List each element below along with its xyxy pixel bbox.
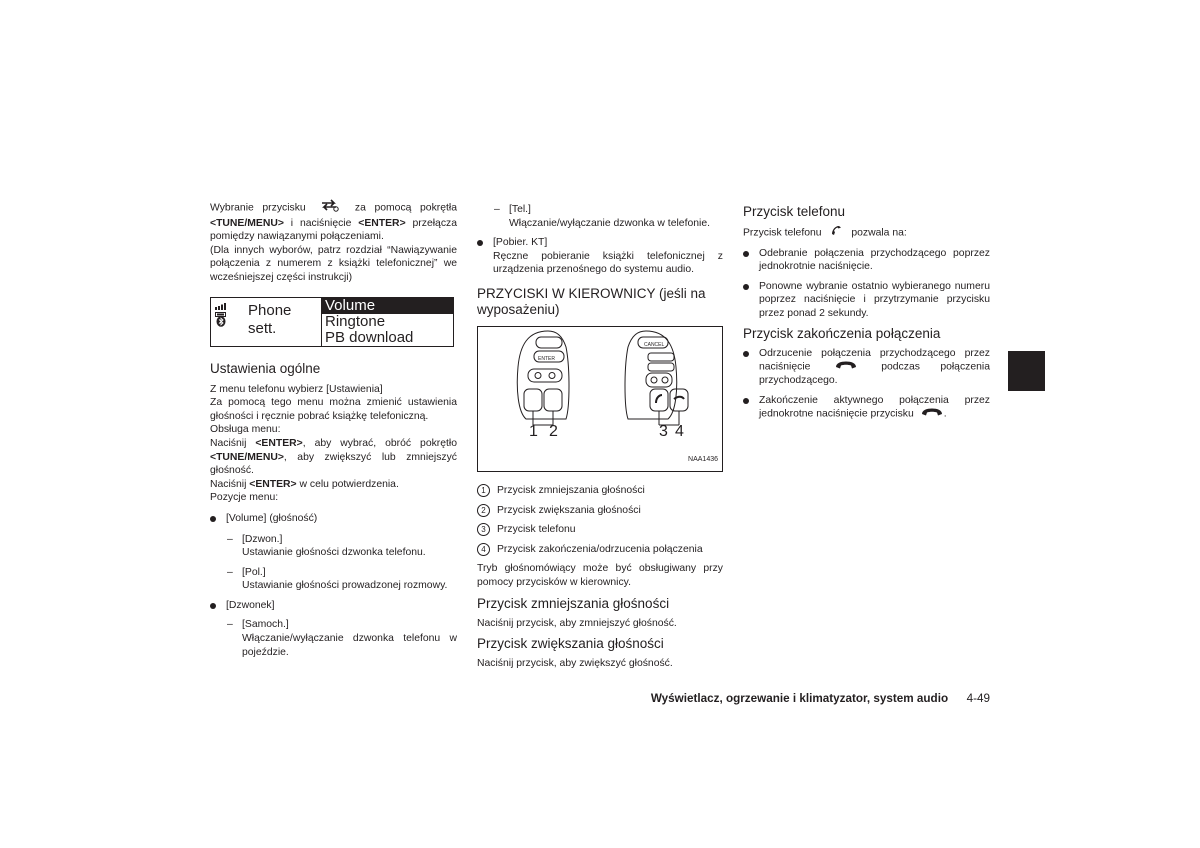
text-bold: <TUNE/MENU> [210, 451, 284, 463]
heading-phone-button: Przycisk telefonu [743, 204, 846, 219]
footer-section-title: Wyświetlacz, ogrzewanie i klimatyzator, system audio [650, 692, 949, 705]
phone-pickup-icon [830, 225, 842, 241]
bluetooth-icon [216, 316, 226, 332]
paragraph: Naciśnij przycisk, aby zmniejszyć głośność. [477, 617, 677, 629]
numbered-item [477, 523, 723, 537]
heading-volume-down: Przycisk zmniejszania głośności [477, 595, 670, 611]
figure-callout-3: 3 [659, 422, 668, 440]
menu-left-panel [211, 298, 322, 346]
number-circle: 4 [477, 543, 490, 556]
numbered-item [477, 484, 723, 498]
dash-item [210, 566, 457, 593]
heading-steering-buttons: PRZYCISKI W KIEROWNICY (jeśli na wyposażeniu) [477, 285, 706, 317]
dash-mark: – [227, 533, 233, 545]
phone-hangup-icon [835, 360, 857, 374]
dash-text: Ustawianie głośności prowadzonej rozmowy. [242, 580, 448, 592]
column-right [743, 204, 990, 422]
heading-volume-up: Przycisk zwiększania głośności [477, 636, 664, 652]
text-bold: <ENTER> [255, 437, 303, 449]
menu-item[interactable]: Ringtone [325, 312, 386, 330]
menu-left-title [248, 302, 291, 338]
menu-item-selected[interactable]: Volume [322, 298, 453, 314]
paragraph: Z menu telefonu wybierz [Ustawienia] [210, 383, 383, 395]
text: Zakończenie aktywnego połączenia przez jednokrotne naciśnięcie przycisku [759, 394, 990, 421]
numbered-item [477, 543, 723, 557]
figure-callout-1: 1 [529, 422, 538, 440]
number-circle: 2 [477, 504, 490, 517]
phone-hangup-icon [921, 407, 943, 421]
paragraph: Za pomocą tego menu można zmienić ustawienia głośności i ręcznie pobrać książkę telefoniczną. [210, 397, 457, 422]
number-circle: 3 [477, 523, 490, 536]
page-number: 4-49 [966, 692, 990, 705]
bullet-item: [Volume] (głośność) [210, 512, 457, 526]
paragraph [210, 478, 457, 492]
text: Naciśnij [210, 437, 256, 449]
bullet-item: Ponowne wybranie ostatnio wybieranego numeru poprzez naciśnięcie i przytrzymanie przycisku przez ponad 2 sekundy. [743, 280, 990, 321]
paragraph: Tryb głośnomówiący może być obsługiwany przy pomocy przycisków w kierownicy. [477, 563, 723, 588]
dash-text: Włączanie/wyłączanie dzwonka w telefonie. [509, 217, 710, 229]
page-footer [600, 692, 990, 705]
dash-mark: – [494, 204, 500, 215]
intro-text-f: przełącza pomiędzy nawiązanymi połączeniami. [210, 217, 458, 243]
column-middle [477, 203, 723, 671]
paragraph: Pozycje menu: [210, 492, 279, 504]
menu-list [322, 298, 453, 346]
intro-text-b: za pomocą pokrętła [354, 202, 457, 214]
intro-enter: <ENTER> [358, 217, 406, 229]
intro-text-a: Wybranie przycisku [210, 202, 306, 214]
dash-text: Włączanie/wyłączanie dzwonka telefonu w pojeździe. [242, 633, 457, 658]
intro-paragraph [210, 199, 457, 244]
menu-left-line1: Phone [248, 301, 292, 319]
menu-left-line2: sett. [248, 319, 277, 337]
bullet-title: [Pobier. KT] [493, 237, 548, 249]
heading-end-call-button: Przycisk zakończenia połączenia [743, 325, 941, 341]
steering-buttons-drawing [478, 327, 722, 471]
dash-item [210, 618, 457, 659]
intro-tune-menu: <TUNE/MENU> [210, 217, 284, 229]
bullet-text: Ręczne pobieranie książki telefonicznej z urządzenia przenośnego do systemu audio. [493, 250, 723, 276]
text: Naciśnij [210, 478, 250, 490]
switch-call-icon [320, 199, 340, 217]
steering-buttons-figure [477, 326, 723, 472]
figure-label-enter: ENTER [538, 355, 555, 362]
figure-code: NAA1436 [688, 456, 718, 464]
intro-text-d: i naciśnięcie [290, 217, 352, 229]
numbered-item [477, 504, 723, 518]
dash-title: [Tel.] [509, 204, 531, 215]
figure-callout-4: 4 [675, 422, 684, 440]
bullet-item [477, 236, 723, 277]
text: . [943, 409, 947, 421]
paragraph [210, 437, 457, 478]
column-left [210, 199, 457, 659]
dash-mark: – [227, 619, 233, 631]
bullet-item: Odebranie połączenia przychodzącego poprzez jednokrotnie naciśnięcie. [743, 247, 990, 274]
dash-mark: – [227, 566, 233, 578]
number-circle: 1 [477, 484, 490, 497]
bullet-item: [Dzwonek] [210, 599, 457, 613]
numbered-text: Przycisk zmniejszania głośności [497, 484, 645, 496]
paragraph [743, 225, 990, 241]
phone-menu-screen [210, 297, 454, 347]
text: Odrzucenie połączenia przychodzącego przez naciśnięcie [759, 347, 990, 373]
dash-title: [Pol.] [242, 566, 266, 578]
dash-item [210, 533, 457, 560]
text: Przycisk telefonu [743, 227, 822, 239]
bullet-item [743, 394, 990, 422]
text: pozwala na: [851, 227, 907, 239]
text: , aby zwiększyć lub zmniejszyć głośność. [210, 451, 457, 477]
menu-item[interactable]: PB download [325, 328, 414, 346]
text-bold: <ENTER> [249, 478, 297, 490]
text: , aby wybrać, obróć pokrętło [302, 437, 458, 449]
dash-title: [Samoch.] [242, 619, 289, 631]
dash-text: Ustawianie głośności dzwonka telefonu. [242, 547, 426, 559]
figure-label-cancel: CANCEL [644, 341, 665, 348]
numbered-text: Przycisk zakończenia/odrzucenia połączenia [497, 543, 703, 555]
text: podczas połączenia przychodzącego. [759, 361, 990, 387]
paragraph: Obsługa menu: [210, 424, 281, 436]
numbered-text: Przycisk telefonu [497, 524, 576, 536]
chapter-tab [1008, 351, 1045, 391]
text: w celu potwierdzenia. [296, 478, 399, 490]
dash-title: [Dzwon.] [242, 533, 283, 545]
numbered-text: Przycisk zwiększania głośności [497, 504, 641, 516]
note-paragraph: (Dla innych wyborów, patrz rozdział “Nawiązywanie połączenia z numerem z książki telefonicznej” we wcześniejszej części instrukcji) [210, 244, 457, 283]
bullet-item [743, 347, 990, 388]
figure-callout-2: 2 [549, 422, 558, 440]
heading-general-settings: Ustawienia ogólne [210, 360, 321, 376]
dash-item [477, 203, 723, 230]
paragraph: Naciśnij przycisk, aby zwiększyć głośność. [477, 658, 673, 670]
